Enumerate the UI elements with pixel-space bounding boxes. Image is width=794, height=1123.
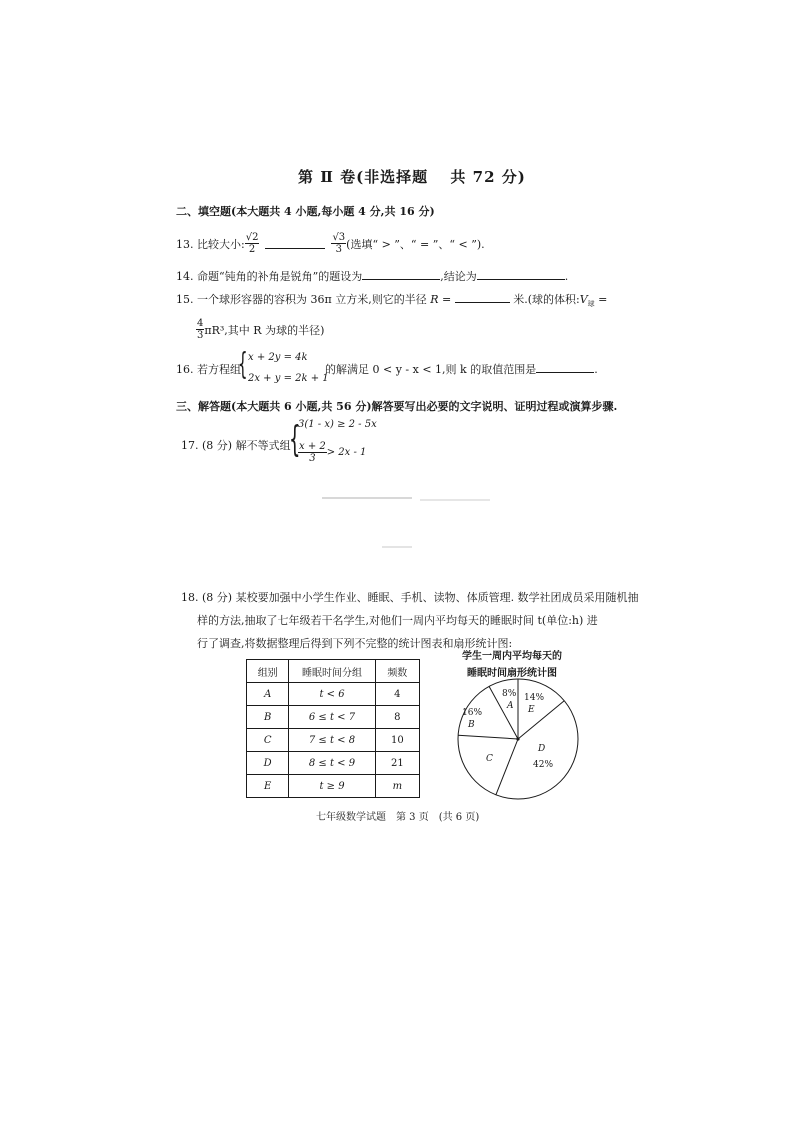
question-14 — [176, 268, 568, 284]
scan-noise — [322, 497, 412, 499]
table-row — [247, 683, 420, 706]
q15-text-e: = — [594, 293, 608, 306]
q18-line-1: 18. (8 分) 某校要加强中小学生作业、睡眠、手机、读物、体质管理. 数学社团成员采用随机抽 — [181, 591, 639, 604]
pie-title-line-1: 学生一周内平均每天的 — [462, 651, 562, 662]
table-cell: 4 — [375, 683, 419, 706]
table-header-cell: 睡眠时间分组 — [289, 660, 375, 683]
q14-end: . — [564, 270, 569, 283]
question-15-formula — [196, 318, 324, 341]
q16-brace: { — [238, 347, 248, 382]
q17-brace: { — [289, 419, 301, 460]
q17-inequality-1: 3(1 - x) ≥ 2 - 5x — [298, 419, 377, 430]
pie-title-line-2: 睡眠时间扇形统计图 — [467, 668, 557, 679]
table-cell: 7 ≤ t < 8 — [289, 729, 375, 752]
q15-text-d: 米.(球的体积: — [509, 293, 580, 306]
table-header-row — [247, 660, 420, 683]
pie-label-b-percent: 16% — [462, 708, 483, 718]
q15-text-a: 15. 一个球形容器的容积为 36π 立方米,则它的半径 — [176, 293, 431, 306]
table-cell: 8 ≤ t < 9 — [289, 752, 375, 775]
q16-suffix: 的解满足 0 < y - x < 1,则 k 的取值范围是 — [325, 363, 537, 376]
q16-answer-blank — [536, 362, 594, 373]
table-row — [247, 729, 420, 752]
pie-label-b: B — [468, 720, 475, 730]
q13-answer-blank — [265, 238, 325, 249]
pie-label-c: C — [486, 754, 493, 764]
q14-premise-blank — [362, 269, 440, 280]
question-16-condition — [325, 361, 598, 377]
table-cell: 6 ≤ t < 7 — [289, 706, 375, 729]
pie-sector-boundary-c — [458, 735, 518, 739]
pie-sector-boundary-d — [496, 739, 518, 795]
q15-fraction — [196, 318, 204, 341]
q15-answer-blank — [455, 292, 510, 303]
table-header-cell: 组别 — [247, 660, 289, 683]
q16-equation-2: 2x + y = 2k + 1 — [248, 373, 329, 384]
q15-volume-subscript: 球 — [587, 300, 595, 309]
scan-noise — [382, 546, 412, 548]
pie-label-a-percent: 8% — [502, 689, 517, 699]
q14-mid: ,结论为 — [440, 270, 477, 283]
pie-sector-boundary-e — [518, 701, 564, 739]
pie-label-d-percent: 42% — [533, 760, 554, 770]
q17-prefix: 17. (8 分) 解不等式组 — [181, 439, 291, 452]
q13-frac1-num: √2 — [245, 232, 259, 243]
q17-inequality-2-rest: > 2x - 1 — [326, 447, 367, 458]
table-cell: E — [247, 775, 289, 798]
table-cell: t < 6 — [289, 683, 375, 706]
table-cell: m — [375, 775, 419, 798]
table-row — [247, 775, 420, 798]
table-row — [247, 752, 420, 775]
page-footer: 七年级数学试题 第 3 页 (共 6 页) — [316, 812, 480, 823]
q13-fraction-right — [331, 232, 346, 255]
q18-line-2: 样的方法,抽取了七年级若干名学生,对他们一周内平均每天的睡眠时间 t(单位:h) 进 — [197, 614, 598, 627]
q13-suffix: (选填“ > ”、“ = ”、“ < ”). — [346, 237, 485, 251]
q15-radius-symbol: R — [430, 293, 439, 306]
q16-end: . — [594, 363, 598, 376]
q15-frac-num: 4 — [197, 318, 204, 329]
q17-fraction — [298, 441, 327, 464]
section-heading-solution: 三、解答题(本大题共 6 小题,共 56 分)解答要写出必要的文字说明、证明过程或演算步骤. — [176, 400, 618, 413]
pie-label-e: E — [528, 705, 535, 715]
table-cell: 8 — [375, 706, 419, 729]
q13-frac2-num: √3 — [332, 232, 346, 243]
q15-frac-den: 3 — [197, 330, 204, 341]
q13-fraction-left — [245, 232, 260, 255]
pie-label-a: A — [507, 701, 514, 711]
table-cell: 10 — [375, 729, 419, 752]
frequency-table — [246, 659, 420, 798]
page-title: 第 Ⅱ 卷(非选择题 共 72 分) — [298, 168, 526, 186]
pie-chart — [456, 677, 580, 801]
q15-formula-rest: πR³,其中 R 为球的半径) — [204, 323, 325, 337]
q14-prefix: 14. 命题“钝角的补角是锐角”的题设为 — [176, 270, 363, 283]
q17-frac-den: 3 — [309, 453, 316, 464]
table-cell: B — [247, 706, 289, 729]
q13-prefix: 13. 比较大小: — [176, 237, 245, 251]
q15-volume-symbol: V — [579, 293, 588, 306]
table-cell: 21 — [375, 752, 419, 775]
pie-center — [516, 737, 519, 740]
table-cell: D — [247, 752, 289, 775]
q16-equation-1: x + 2y = 4k — [248, 352, 308, 363]
q15-text-c: = — [438, 293, 455, 306]
section-heading-fill-in: 二、填空题(本大题共 4 小题,每小题 4 分,共 16 分) — [176, 205, 435, 218]
table-cell: t ≥ 9 — [289, 775, 375, 798]
q13-frac2-den: 3 — [335, 244, 342, 255]
scan-noise — [420, 499, 490, 501]
question-13 — [176, 232, 485, 255]
table-cell: C — [247, 729, 289, 752]
q18-line-3: 行了调查,将数据整理后得到下列不完整的统计图表和扇形统计图: — [197, 637, 513, 650]
table-row — [247, 706, 420, 729]
q14-conclusion-blank — [477, 269, 565, 280]
table-cell: A — [247, 683, 289, 706]
pie-label-e-percent: 14% — [524, 693, 545, 703]
question-15 — [176, 291, 607, 309]
q16-prefix: 16. 若方程组 — [176, 363, 241, 376]
pie-label-d: D — [538, 744, 546, 754]
q13-frac1-den: 2 — [248, 244, 256, 255]
table-header-cell: 频数 — [375, 660, 419, 683]
q17-inequality-2 — [298, 441, 366, 464]
q17-frac-num: x + 2 — [299, 441, 326, 452]
